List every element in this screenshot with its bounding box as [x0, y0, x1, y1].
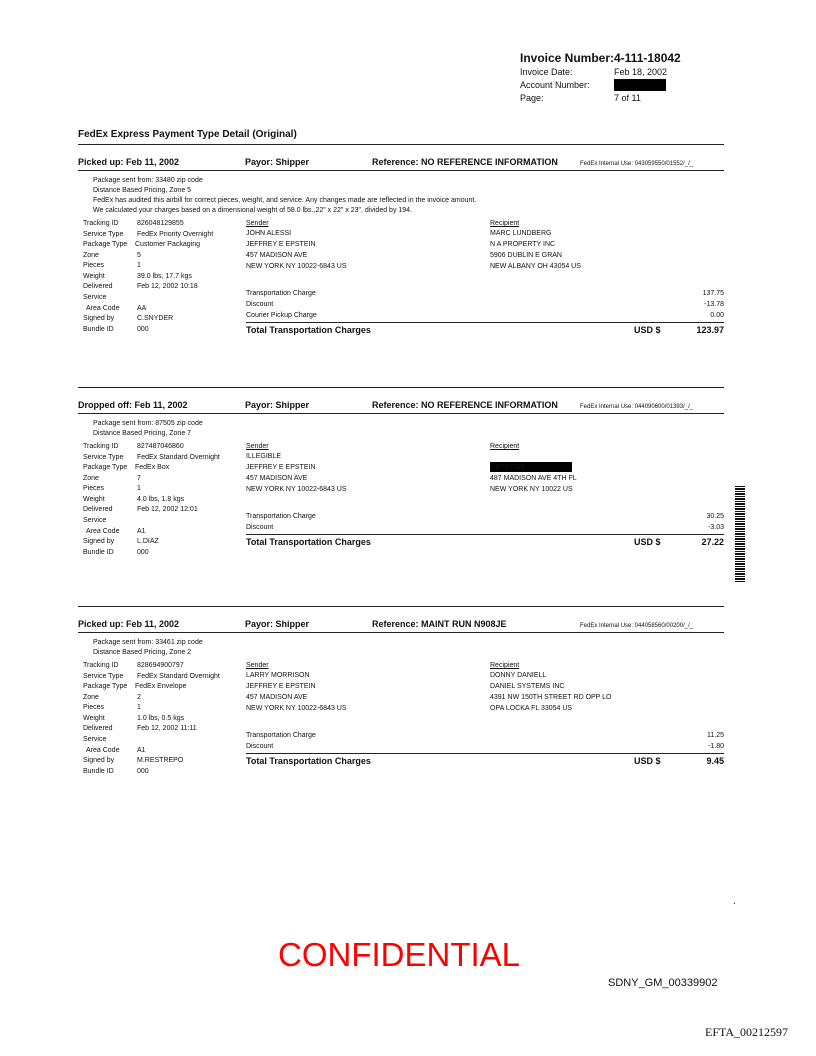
sender-line: ILLEGIBLE — [246, 453, 282, 460]
recipient-line: 487 MADISON AVE 4TH FL — [490, 475, 577, 482]
section-divider — [78, 606, 724, 607]
value-tracking-id: 828694900797 — [137, 662, 184, 669]
total-rule — [246, 753, 724, 754]
barcode-image — [735, 486, 745, 582]
value-signed-by: M.RESTREPO — [137, 757, 184, 764]
sender-line: NEW YORK NY 10022-6843 US — [246, 486, 347, 493]
charge-label: Discount — [246, 301, 274, 308]
value-delivered: Feb 12, 2002 10:18 — [137, 283, 198, 290]
recipient-line: OPA LOCKA FL 33054 US — [490, 705, 573, 712]
account-number-label: Account Number: — [520, 80, 590, 90]
value-bundle-id: 000 — [137, 548, 149, 556]
shipment-note: Distance Based Pricing, Zone 5 — [93, 187, 192, 194]
label-signed-by: Signed by — [83, 757, 115, 764]
total-label: Total Transportation Charges — [246, 537, 371, 547]
currency: USD $ — [634, 756, 661, 766]
value-service-type: FedEx Priority Overnight — [137, 230, 214, 238]
sender-heading: Sender — [246, 443, 269, 450]
label-tracking-id: Tracking ID — [83, 220, 119, 227]
shipment-event: Dropped off: Feb 11, 2002 — [78, 400, 188, 410]
reference: Reference: NO REFERENCE INFORMATION — [372, 400, 558, 410]
sender-heading: Sender — [246, 662, 269, 669]
sender-line: NEW YORK NY 10022-6843 US — [246, 263, 347, 270]
value-delivered: Feb 12, 2002 12:01 — [137, 506, 198, 513]
label-pieces: Pieces — [83, 704, 105, 711]
shipment-note: Distance Based Pricing, Zone 2 — [93, 649, 192, 656]
currency: USD $ — [634, 325, 661, 335]
label-weight: Weight — [83, 272, 105, 280]
label-service-type: Service Type — [83, 453, 124, 461]
recipient-line: 4391 NW 150TH STREET RD OPP LO — [490, 694, 612, 701]
recipient-line: DANIEL SYSTEMS INC — [490, 683, 565, 690]
label-delivered: Delivered — [83, 725, 113, 732]
total-amount: 123.97 — [696, 325, 724, 335]
efta-number: EFTA_00212597 — [705, 1025, 789, 1039]
recipient-line: J EPSTON — [490, 464, 525, 471]
page-label: Page: — [520, 93, 544, 103]
reference: Reference: NO REFERENCE INFORMATION — [372, 157, 558, 167]
label-service: Service — [83, 517, 107, 524]
shipment-note: Package sent from: 33480 zip code — [93, 177, 203, 184]
invoice-number-label: Invoice Number: — [520, 51, 615, 65]
value-weight: 1.0 lbs, 0.5 kgs — [137, 714, 185, 722]
label-zone: Zone — [83, 474, 99, 482]
shipment-event: Picked up: Feb 11, 2002 — [78, 619, 180, 629]
sender-line: JEFFREY E EPSTEIN — [246, 241, 316, 248]
currency: USD $ — [634, 537, 661, 547]
label-area-code: Area Code — [86, 746, 120, 754]
payor: Payor: Shipper — [245, 400, 310, 410]
value-delivered: Feb 12, 2002 11:11 — [137, 725, 197, 732]
section-divider — [78, 387, 724, 388]
charge-amount: 11.25 — [707, 732, 724, 739]
invoice-date-label: Invoice Date: — [520, 67, 573, 77]
charge-amount: 30.25 — [706, 513, 724, 520]
charge-label: Discount — [246, 743, 274, 750]
header-rule — [78, 170, 724, 171]
internal-use: FedEx Internal Use: 043059550/01552/_/_ — [580, 161, 694, 167]
label-service-type: Service Type — [83, 230, 124, 238]
sender-line: 457 MADISON AVE — [246, 252, 308, 259]
recipient-line: N A PROPERTY INC — [490, 241, 556, 248]
recipient-line: DONNY DANIELL — [490, 672, 547, 679]
header-rule — [78, 632, 724, 633]
value-package-type: Customer Packaging — [135, 241, 200, 248]
value-bundle-id: 000 — [137, 325, 149, 333]
invoice-date: Feb 18, 2002 — [614, 67, 668, 77]
label-bundle-id: Bundle ID — [83, 325, 114, 333]
value-area-code: A1 — [137, 746, 146, 754]
value-pieces: 1 — [137, 262, 141, 269]
sender-heading: Sender — [246, 220, 269, 227]
sender-line: NEW YORK NY 10022-6843 US — [246, 705, 347, 712]
section-divider — [78, 144, 724, 145]
value-pieces: 1 — [137, 485, 141, 492]
label-signed-by: Signed by — [83, 315, 115, 322]
sender-line: 457 MADISON AVE — [246, 475, 308, 482]
label-weight: Weight — [83, 495, 105, 503]
shipment-event: Picked up: Feb 11, 2002 — [78, 157, 180, 167]
value-pieces: 1 — [137, 704, 141, 711]
label-bundle-id: Bundle ID — [83, 548, 114, 556]
sender-line: 457 MADISON AVE — [246, 694, 308, 701]
recipient-line: NEW YORK NY 10022 US — [490, 486, 573, 493]
label-pieces: Pieces — [83, 485, 105, 492]
label-service-type: Service Type — [83, 672, 124, 680]
charge-amount: -13.78 — [704, 301, 724, 308]
value-signed-by: C.SNYDER — [137, 315, 174, 322]
reference: Reference: MAINT RUN N908JE — [372, 619, 507, 629]
value-bundle-id: 000 — [137, 767, 149, 775]
confidential-stamp: CONFIDENTIAL — [278, 936, 521, 973]
stray-dot: . — [733, 896, 736, 907]
shipment-note: Package sent from: 33461 zip code — [93, 639, 203, 646]
total-rule — [246, 534, 724, 535]
value-tracking-id: 826048129855 — [137, 220, 184, 227]
invoice-number: 4-111-18042 — [614, 51, 681, 65]
value-weight: 39.0 lbs, 17.7 kgs — [137, 272, 192, 280]
charge-amount: 0.00 — [710, 312, 724, 319]
label-weight: Weight — [83, 714, 105, 722]
sender-line: JOHN ALESSI — [246, 230, 292, 237]
label-delivered: Delivered — [83, 283, 113, 290]
label-service: Service — [83, 736, 107, 743]
value-area-code: A1 — [137, 527, 146, 535]
recipient-heading: Recipient — [490, 662, 520, 669]
charge-label: Transportation Charge — [246, 513, 316, 520]
shipment-note: We calculated your charges based on a dimensional weight of 58.0 lbs.,22" x 22" x 23", divided by 194. — [93, 207, 413, 214]
value-signed-by: L.DIAZ — [137, 538, 159, 545]
total-label: Total Transportation Charges — [246, 756, 371, 766]
value-weight: 4.0 lbs, 1.8 kgs — [137, 495, 185, 503]
label-package-type: Package Type — [83, 683, 128, 690]
header-rule — [78, 413, 724, 414]
label-zone: Zone — [83, 251, 99, 259]
recipient-heading: Recipient — [490, 220, 520, 227]
page-number: 7 of 11 — [614, 93, 641, 103]
total-amount: 9.45 — [706, 756, 724, 766]
total-amount: 27.22 — [701, 537, 724, 547]
internal-use: FedEx Internal Use: 044058560/00200/_/_ — [580, 623, 694, 629]
payor: Payor: Shipper — [245, 619, 310, 629]
shipment-note: FedEx has audited this airbill for correct pieces, weight, and service. Any changes made are reflected in the invoice amount. — [93, 197, 477, 204]
charge-label: Transportation Charge — [246, 732, 316, 739]
value-area-code: AA — [137, 304, 147, 312]
label-bundle-id: Bundle ID — [83, 767, 114, 775]
shipment-note: Package sent from: 87505 zip code — [93, 420, 203, 427]
sender-line: JEFFREY E EPSTEIN — [246, 683, 316, 690]
label-zone: Zone — [83, 693, 99, 701]
sender-line: JEFFREY E EPSTEIN — [246, 464, 316, 471]
value-tracking-id: 827487046860 — [137, 443, 184, 450]
sender-line: LARRY MORRISON — [246, 672, 310, 679]
account-number-redaction — [614, 79, 666, 91]
recipient-line: MARC LUNDBERG — [490, 230, 552, 237]
value-package-type: FedEx Envelope — [135, 683, 187, 690]
value-package-type: FedEx Box — [135, 464, 170, 471]
value-zone: 5 — [137, 251, 141, 259]
shipment-note: Distance Based Pricing, Zone 7 — [93, 430, 192, 437]
label-tracking-id: Tracking ID — [83, 662, 119, 669]
charge-label: Transportation Charge — [246, 290, 316, 297]
label-tracking-id: Tracking ID — [83, 443, 119, 450]
charge-amount: -3.03 — [708, 524, 724, 531]
charge-amount: -1.80 — [708, 743, 724, 750]
bates-number: SDNY_GM_00339902 — [608, 977, 718, 989]
label-area-code: Area Code — [86, 527, 120, 535]
recipient-line: 5906 DUBLIN E GRAN — [490, 252, 562, 259]
total-rule — [246, 322, 724, 323]
label-package-type: Package Type — [83, 464, 128, 471]
label-area-code: Area Code — [86, 304, 120, 312]
recipient-line: NEW ALBANY OH 43054 US — [490, 263, 581, 270]
total-label: Total Transportation Charges — [246, 325, 371, 335]
label-service: Service — [83, 294, 107, 301]
charge-label: Courier Pickup Charge — [246, 312, 317, 319]
value-service-type: FedEx Standard Overnight — [137, 453, 220, 461]
payor: Payor: Shipper — [245, 157, 310, 167]
recipient-heading: Recipient — [490, 443, 520, 450]
label-pieces: Pieces — [83, 262, 105, 269]
value-zone: 7 — [137, 474, 141, 482]
value-zone: 2 — [137, 693, 141, 701]
charge-label: Discount — [246, 524, 274, 531]
label-signed-by: Signed by — [83, 538, 115, 545]
charge-amount: 137.75 — [702, 290, 724, 297]
label-delivered: Delivered — [83, 506, 113, 513]
section-title: FedEx Express Payment Type Detail (Original) — [78, 129, 297, 140]
label-package-type: Package Type — [83, 241, 128, 248]
internal-use: FedEx Internal Use: 044090600/01393/_/_ — [580, 404, 694, 410]
value-service-type: FedEx Standard Overnight — [137, 672, 220, 680]
